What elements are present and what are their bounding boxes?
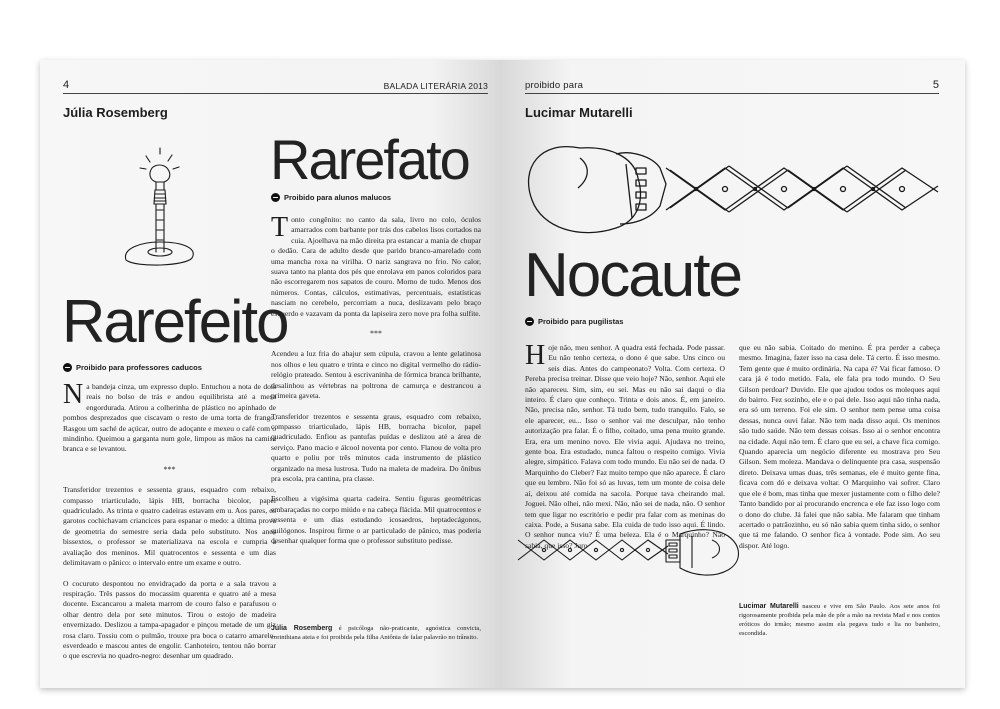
magazine-spread — [40, 60, 965, 688]
section-separator: *** — [370, 329, 382, 339]
paragraph: Hoje não, meu senhor. A quadra está fechada. Pode passar. Eu não tenho certeza, o dono é que sabe. Uns cinco ou seis dias. Antes do campeonato? Volta. Com certeza. O Pereba precisa treinar. Disse que veio hoje? Não, senhor. Aqui ele não apareceu. Sim, sim, eu sei. Mas eu não sai daqui o dia inteiro. É claro que conheço. Trinta e dois anos. É, em janeiro. Não, precisa não, senhor. Tá tudo bem, tudo tranquilo. Falo, se ele aparecer, eu... Isso o senhor vai me desculpar, não tenho autorização pra falar. É o filho, coitado, uma pena muito grande. Era, era um menino novo. Ele vivia aqui. Ajudava no treino, gente boa. Era estudado, nunca faltou o respeito comigo. Vivia alegre, simpático. Falava com todo mundo. Eu não sei de nada. O Marquinho do Cleber? Faz muito tempo que não aparece. É claro que eu lembro. Não foi só as luvas, tem um monte de coisa dele aí, deixou até comida na sacola. Porque tava cheirando mal. Joguei. Não olhei, não mexi. Não, não sei de nada, não. O senhor tem que ligar no escritório e pedir pra falar com as meninas do caixa. Pode, a Susana sabe. Ela cuida de tudo isso aqui. É lindo. O senhor nunca viu? É uma beleza. Ela é o Marquinho? Não sabia, que isso? Juro — [525, 340, 725, 550]
drop-cap: T — [271, 212, 289, 243]
paragraph: Escolheu a vigésima quarta cadeira. Sentiu figuras geométricas embaraçadas no corpo miúdo e na cabeça flácida. Mil quatrocentos e sessenta e um dias estudando icosaedros, heptadecágonos, quilógonos. Inspirou firme o ar particulado de pânico, mas poderia desenhar qualquer forma que o professor substituto pedisse. — [271, 494, 481, 545]
boxing-glove-illustration — [516, 520, 746, 582]
subtitle-rarefato: Proibido para alunos malucos — [271, 193, 391, 202]
title-rarefato: Rarefato — [270, 128, 469, 191]
subtitle-rarefeito: Proibido para professores caducos — [63, 363, 202, 372]
column-rarefeito — [63, 379, 276, 672]
paragraph: Transferidor trezentos e sessenta graus, esquadro com rebaixo, compasso triarticulado, lápis HB, borracha bicolor, papel quadriculado. Enfiou as pantufas puídas e deslizou até a área de serviço. Pano macio e álcool noventa por cento. Flanou de volta pro quarto e poliu por três minutos cada instrumento de plástico organizado na mesa lustrosa. Tudo na maleta de madeira. Do ônibus pra escola, pra cantina, pra classe. — [271, 411, 481, 483]
author-bio: Júlia Rosemberg é psicóloga não-praticante, agnóstica convicta, corinthiana ateia e foi proibida pela filha Antônia de falar palavrão no trânsito. — [271, 625, 481, 641]
paragraph: Na bandeja cinza, um expresso duplo. Entuchou a nota de dois reais no bolso de trás e andou equilibrista até a mesa engordurada. Atirou a colherinha de plástico no apinhado de pombos desprezados que ciscavam o resto de uma torta de frango. Rasgou um saché de açúcar, outro de adoçante e mexeu o café com o mindinho. Queimou a garganta num gole, limpou as mãos na camisa branca e se levantou. — [63, 379, 276, 454]
section-separator: *** — [163, 464, 176, 474]
no-entry-icon — [525, 317, 534, 326]
page-number: 5 — [932, 79, 939, 91]
drop-cap: H — [525, 340, 546, 371]
running-header: BALADA LITERÁRIA 2013 — [383, 81, 488, 91]
paragraph: Tonto congênito: no canto da sala, livro no colo, óculos amarrados com barbante por trás dos cabelos lisos cortados na cuia. Ajoelhava na mão direita pra estancar a mania de chupar o dedão. Cara de adulto desde que parido branco-amarelado com uma mancha roxa na virilha. O nariz sangrava no frio. No calor, suava tanto na planta dos pés que enrolava em panos coloridos para não escorregarem nos sapatos de couro. Morno de tudo. Menos dos números. Contas, cálculos, estimativas, percentuais, estatísticas nasciam no cerebelo, percorriam a nuca, deslizavam pelo braço esquerdo e vazavam da ponta da lapiseira zero nove pra folha sulfite. — [271, 212, 481, 318]
no-entry-icon — [63, 363, 72, 372]
lamp-illustration — [112, 142, 202, 272]
paragraph: Acendeu a luz fria do abajur sem cúpula, cravou a lente gelatinosa nos olhos e leu quatro e trinta e cinco no digital vermelho do rádio-relógio prateado. Sentou à escrivaninha de fórmica branca brilhante, desalinhou as vértebras na poltrona de camurça e destrancou a primeira gaveta. — [271, 349, 481, 401]
author-bio: Lucimar Mutarelli nasceu e vive em São Paulo. Aos sete anos foi rigorosamente proibida pela mãe de pôr a mão na revista Mad e nos contos eróticos do irmão; mesmo assim ela pegava tudo e lia no banheiro, escondida. — [739, 603, 940, 637]
paragraph: Transferidor trezentos e sessenta graus, esquadro com rebaixo, compasso triarticulado, lápis HB, borracha bicolor, papel quadriculado. As trinta e quatro cadeiras estavam em u. Aos pares, os garotos cochichavam criancices para espanar o medo: a última prova de geometria do semestre seria dada pelo substituto. Nos anos bissextos, o professor se materializava na escola e cumpria a avaliação dos meninos. Mil quatrocentos e sessenta e um dias delimitavam o pânico: o intervalo entre um exame e outro. — [63, 485, 276, 568]
running-header: proibido para — [525, 80, 584, 91]
subtitle-nocaute: Proibido para pugilistas — [525, 317, 623, 326]
boxing-glove-illustration — [520, 128, 950, 248]
column-rarefato — [271, 212, 481, 556]
right-page — [502, 60, 965, 688]
title-rarefeito: Rarefeito — [62, 288, 288, 355]
paragraph: O cocuruto despontou no envidraçado da porta e a sala travou a respiração. Três passos do mocassim quarenta e quatro até a mesa docente. Escancarou a maleta marrom de couro falso e parafusou o olhar dentro dela por sete minutos. Tirou o estojo de madeira envernizado. Deslizou a tampa-apagador e pinçou metade de um giz rosa claro. Tossiu com o pulmão, trouxe pra boca o catarro amarelo-esverdeado e mascou antes de engolir. Canhoteiro, tentou não borrar o que escrevia no quadro-negro: desenhar um quadrado. — [63, 578, 276, 661]
column-nocaute-2 — [739, 343, 940, 561]
author-name: Lucimar Mutarelli — [525, 105, 633, 120]
drop-cap: N — [63, 379, 84, 410]
author-name: Júlia Rosemberg — [63, 105, 168, 120]
header-rule — [525, 93, 939, 94]
title-nocaute: Nocaute — [524, 241, 741, 310]
page-number: 4 — [63, 79, 70, 91]
left-page — [40, 60, 502, 688]
no-entry-icon — [271, 193, 280, 202]
header-rule — [63, 93, 488, 94]
paragraph: que eu não sabia. Coitado do menino. É pra perder a cabeça mesmo. Imagina, fazer isso na casa dele. Tá certo. É isso mesmo. Tem gente que é muito ordinária. Na capa é? Vai ficar famoso. O cara já é todo metido. Fala, ele fala pra todo mundo. O Seu Gilson perdoar? Duvido. Ele que ajudou todos os moleques aqui do bairro. Fez sozinho, ele e o pai dele. Isso aqui não tinha nada, era só um terreno. Foi ele sim. O senhor nem pense uma coisa dessas, nunca ouvi falar. Não tem nada disso aqui. Os meninos são tudo saúde. Não tem dessas coisas. Isso ai o senhor encontra na cidade. Aqui não tem. É claro que eu sei, a chave fica comigo. Quando aparecia um negócio diferente eu mostrava pro Seu Gilson. Sem moleza. Mandava o delinquente pra casa, suspensão direto. Deixava umas duas, três semanas, ele é muito gente fina, ficava com dó e deixava voltar. O Marquinho vai sofrer. Claro que ele é bom, mas tinha que mexer justamente com o filho dele? Tanto bandido por aí procurando encrenca e ele faz isso logo com o dono do clube. Já falei que não sabia. Me falaram que tinham acertado o patrãozinho, eu só não sabia quem tinha sido, o senhor que tá me falando. O senhor fica à vontade. Pode sim. Ao seu dispor. Até logo. — [739, 343, 940, 550]
